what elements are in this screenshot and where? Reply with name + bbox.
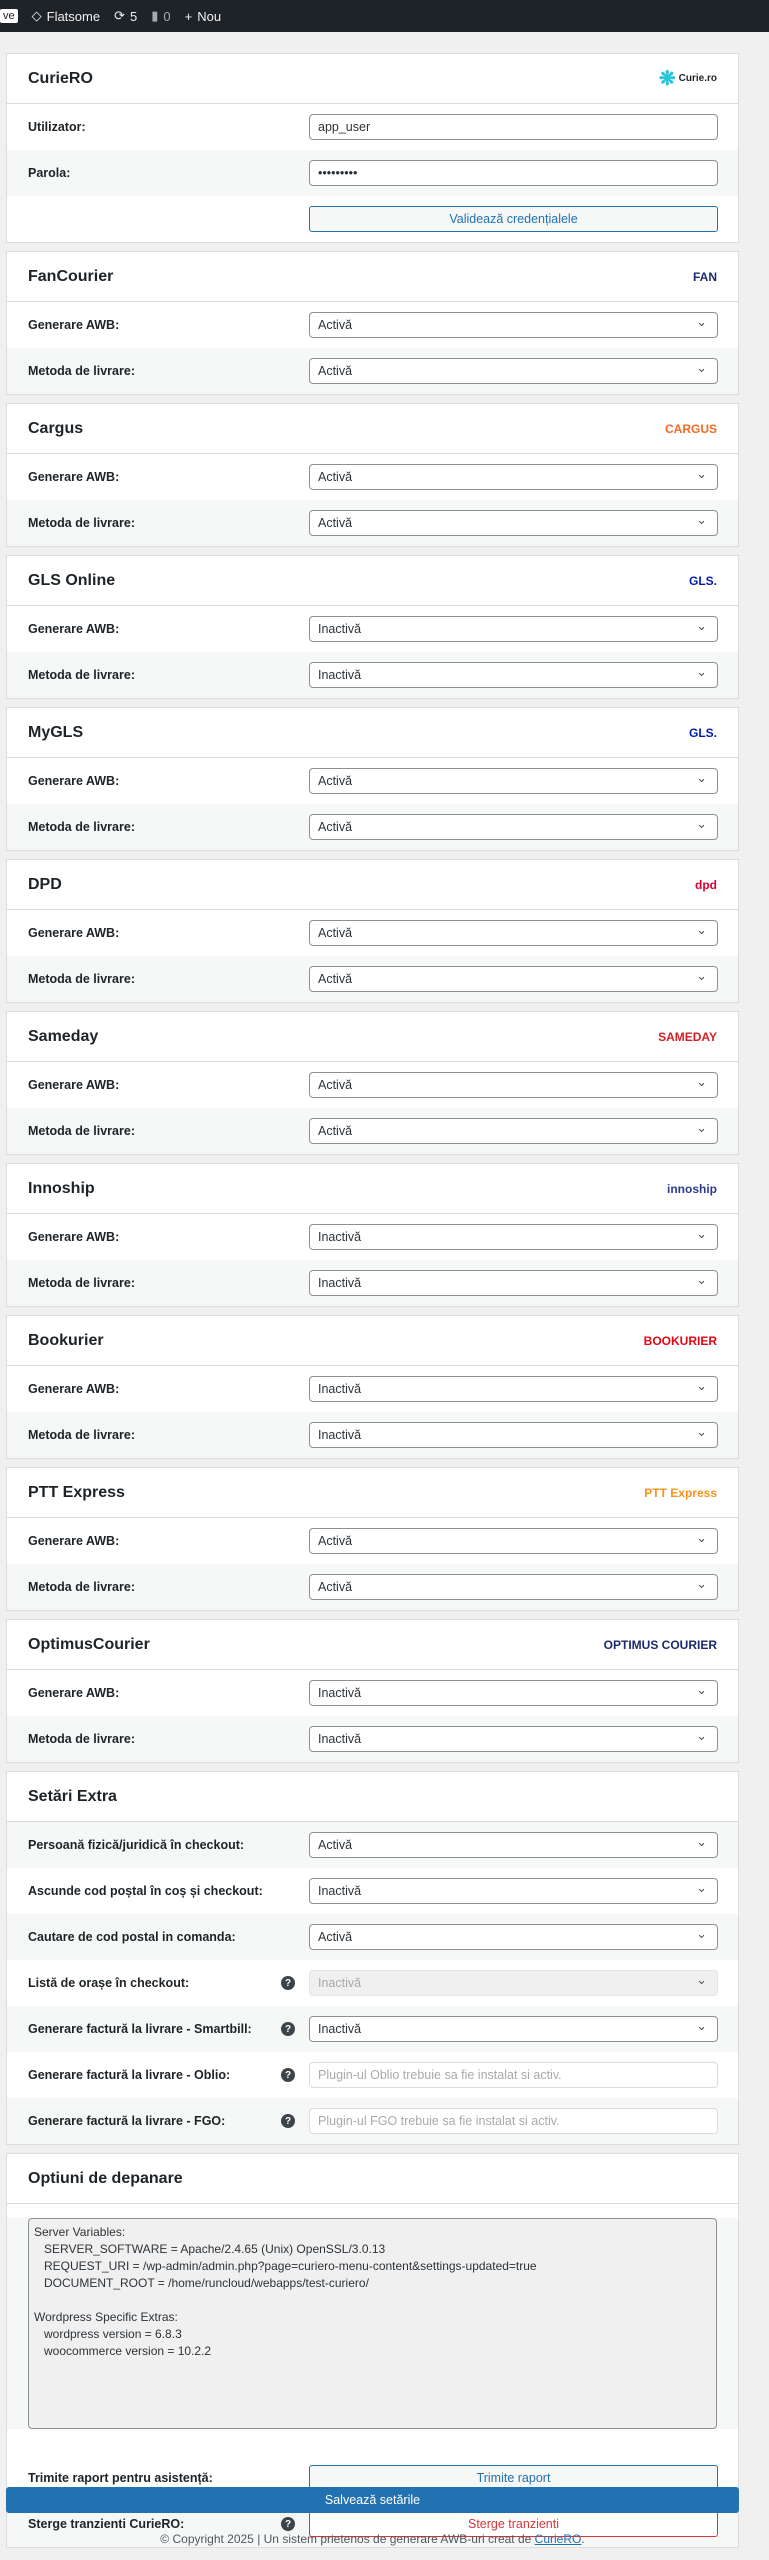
card-title: MyGLS — [28, 723, 84, 741]
live-badge[interactable]: ve — [0, 9, 18, 23]
delivery-method-select[interactable]: Inactivă ⌄ — [309, 1422, 718, 1448]
help-icon[interactable]: ? — [281, 2022, 295, 2036]
card-title: Setări Extra — [28, 1787, 117, 1805]
debug-card: Optiuni de depanare Server Variables: SERVER_SOFTWARE = Apache/2.4.65 (Unix) OpenSSL/3.0.13 REQUEST_URI = /wp-admin/admin.php?page=curiero-menu-content&settings-updated=true DOCUMENT_ROOT = /home/runcloud/webapps/test-curiero/ Wordpress Specific Extras: wordpress version = 6.8.3 woocommerce version = 10.2.2 Trimite raport pentru asistență: Trimite raport Sterge tranzienti CurieRO: ? Sterge tranzienti — [6, 2153, 739, 2548]
card-title: GLS Online — [28, 571, 116, 589]
help-icon[interactable]: ? — [281, 1976, 295, 1990]
password-input[interactable]: ••••••••• — [309, 160, 718, 186]
courier-card-innoship: Innoship innoship Generare AWB: Inactivă ⌄ Metoda de livrare: Inactivă ⌄ — [6, 1163, 739, 1307]
footer: © Copyright 2025 | Un sistem prietenos de generare AWB-uri creat de CurieRO. — [160, 2532, 585, 2546]
delivery-method-select[interactable]: Activă ⌄ — [309, 814, 718, 840]
courier-card-ptt-express: PTT Express PTT Express Generare AWB: Activă ⌄ Metoda de livrare: Activă ⌄ — [6, 1467, 739, 1611]
delivery-method-select[interactable]: Activă ⌄ — [309, 1118, 718, 1144]
setting-select: Inactivă ⌄ — [309, 1970, 718, 1996]
setting-select[interactable]: Activă ⌄ — [309, 1924, 718, 1950]
card-title: Cargus — [28, 419, 84, 437]
refresh-icon: ⟳ — [114, 8, 125, 23]
send-report-button[interactable]: Trimite raport — [309, 2465, 718, 2491]
gls-online-logo: GLS. — [688, 573, 717, 588]
awb-select[interactable]: Inactivă ⌄ — [309, 1680, 718, 1706]
awb-select[interactable]: Inactivă ⌄ — [309, 1224, 718, 1250]
delivery-method-select[interactable]: Inactivă ⌄ — [309, 1726, 718, 1752]
save-settings-button[interactable]: Salvează setările — [6, 2487, 739, 2513]
validate-credentials-button[interactable]: Validează credențialele — [309, 206, 718, 232]
courier-card-mygls: MyGLS GLS. Generare AWB: Activă ⌄ Metoda de livrare: Activă ⌄ — [6, 707, 739, 851]
admin-bar — [0, 0, 769, 32]
sameday-logo: SAMEDAY — [658, 1029, 717, 1044]
delivery-method-select[interactable]: Activă ⌄ — [309, 966, 718, 992]
awb-select[interactable]: Activă ⌄ — [309, 1072, 718, 1098]
delivery-method-select[interactable]: Inactivă ⌄ — [309, 1270, 718, 1296]
comments-link[interactable]: ▮ 0 — [151, 8, 171, 24]
setting-select[interactable]: Activă ⌄ — [309, 1832, 718, 1858]
delivery-method-select[interactable]: Inactivă ⌄ — [309, 662, 718, 688]
readonly-input: Plugin-ul Oblio trebuie sa fie instalat si activ. — [309, 2062, 718, 2088]
username-input[interactable]: app_user — [309, 114, 718, 140]
awb-select[interactable]: Inactivă ⌄ — [309, 1376, 718, 1402]
ptt-express-logo: PTT Express — [644, 1485, 717, 1500]
bookurier-logo: BOOKURIER — [643, 1333, 717, 1348]
comment-icon: ▮ — [151, 8, 159, 23]
plus-icon: + — [184, 8, 193, 24]
card-title: FanCourier — [28, 267, 114, 285]
card-title: Bookurier — [28, 1331, 104, 1349]
help-icon[interactable]: ? — [281, 2114, 295, 2128]
extra-settings-card: Setări Extra Persoană fizică/juridică în checkout: Activă ⌄ Ascunde cod poștal în coș și checkout: Inactivă ⌄ Cautare de cod postal in comanda: Activă ⌄ Listă de orașe în checkout: ? Inactivă ⌄ Generare factură la livrare - Smartbill: ? Inactivă ⌄ Generare factură la livrare - Oblio: ? Plugin-ul Oblio trebuie sa fie instalat si activ. Generare factură la livrare - FGO: ? Plugin-ul FGO trebuie sa fie instalat si activ. — [6, 1771, 739, 2145]
clear-transients-button[interactable]: Sterge tranzienti — [309, 2511, 718, 2537]
delivery-method-select[interactable]: Activă ⌄ — [309, 1574, 718, 1600]
innoship-logo: innoship — [667, 1181, 717, 1196]
delivery-method-select[interactable]: Activă ⌄ — [309, 358, 718, 384]
help-icon[interactable]: ? — [281, 2517, 295, 2531]
courier-card-dpd: DPD dpd Generare AWB: Activă ⌄ Metoda de livrare: Activă ⌄ — [6, 859, 739, 1003]
courier-card-optimuscourier: OptimusCourier OPTIMUS COURIER Generare AWB: Inactivă ⌄ Metoda de livrare: Inactivă ⌄ — [6, 1619, 739, 1763]
setting-select[interactable]: Inactivă ⌄ — [309, 1878, 718, 1904]
courier-card-fancourier: FanCourier FAN Generare AWB: Activă ⌄ Metoda de livrare: Activă ⌄ — [6, 251, 739, 395]
readonly-input: Plugin-ul FGO trebuie sa fie instalat si activ. — [309, 2108, 718, 2134]
curiero-link[interactable]: CurieRO — [534, 2532, 582, 2546]
setting-select[interactable]: Inactivă ⌄ — [309, 2016, 718, 2042]
delivery-method-select[interactable]: Activă ⌄ — [309, 510, 718, 536]
awb-select[interactable]: Activă ⌄ — [309, 312, 718, 338]
diamond-icon: ◇ — [31, 8, 42, 23]
courier-card-cargus: Cargus CARGUS Generare AWB: Activă ⌄ Metoda de livrare: Activă ⌄ — [6, 403, 739, 547]
awb-select[interactable]: Activă ⌄ — [309, 920, 718, 946]
awb-select[interactable]: Inactivă ⌄ — [309, 616, 718, 642]
cargus-logo: CARGUS — [664, 421, 717, 436]
updates-link[interactable]: ⟳ 5 — [114, 8, 138, 24]
curiero-logo: ❋ Curie.ro — [658, 68, 717, 90]
site-link[interactable]: ◇ Flatsome — [31, 8, 101, 24]
optimuscourier-logo: OPTIMUS COURIER — [603, 1637, 717, 1652]
card-title: CurieRO — [28, 69, 93, 87]
mygls-logo: GLS. — [688, 725, 717, 740]
courier-card-sameday: Sameday SAMEDAY Generare AWB: Activă ⌄ Metoda de livrare: Activă ⌄ — [6, 1011, 739, 1155]
courier-card-gls-online: GLS Online GLS. Generare AWB: Inactivă ⌄ Metoda de livrare: Inactivă ⌄ — [6, 555, 739, 699]
awb-select[interactable]: Activă ⌄ — [309, 464, 718, 490]
help-icon[interactable]: ? — [281, 2068, 295, 2082]
dpd-logo: dpd — [695, 877, 717, 892]
card-title: Innoship — [28, 1179, 95, 1197]
awb-select[interactable]: Activă ⌄ — [309, 768, 718, 794]
new-link[interactable]: + Nou — [184, 8, 222, 24]
debug-info-textarea[interactable]: Server Variables: SERVER_SOFTWARE = Apache/2.4.65 (Unix) OpenSSL/3.0.13 REQUEST_URI = /wp-admin/admin.php?page=curiero-menu-content&settings-updated=true DOCUMENT_ROOT = /home/runcloud/webapps/test-curiero/ Wordpress Specific Extras: wordpress version = 6.8.3 woocommerce version = 10.2.2 — [28, 2218, 717, 2429]
courier-card-bookurier: Bookurier BOOKURIER Generare AWB: Inactivă ⌄ Metoda de livrare: Inactivă ⌄ — [6, 1315, 739, 1459]
card-title: Optiuni de depanare — [28, 2169, 183, 2187]
card-title: OptimusCourier — [28, 1635, 150, 1653]
fancourier-logo: FAN — [693, 269, 717, 284]
card-title: DPD — [28, 875, 62, 893]
awb-select[interactable]: Activă ⌄ — [309, 1528, 718, 1554]
curiero-card: CurieRO ❋ Curie.ro Utilizator: app_user Parola: ••••••••• Validează credențialele — [6, 53, 739, 243]
card-title: Sameday — [28, 1027, 99, 1045]
card-title: PTT Express — [28, 1483, 125, 1501]
